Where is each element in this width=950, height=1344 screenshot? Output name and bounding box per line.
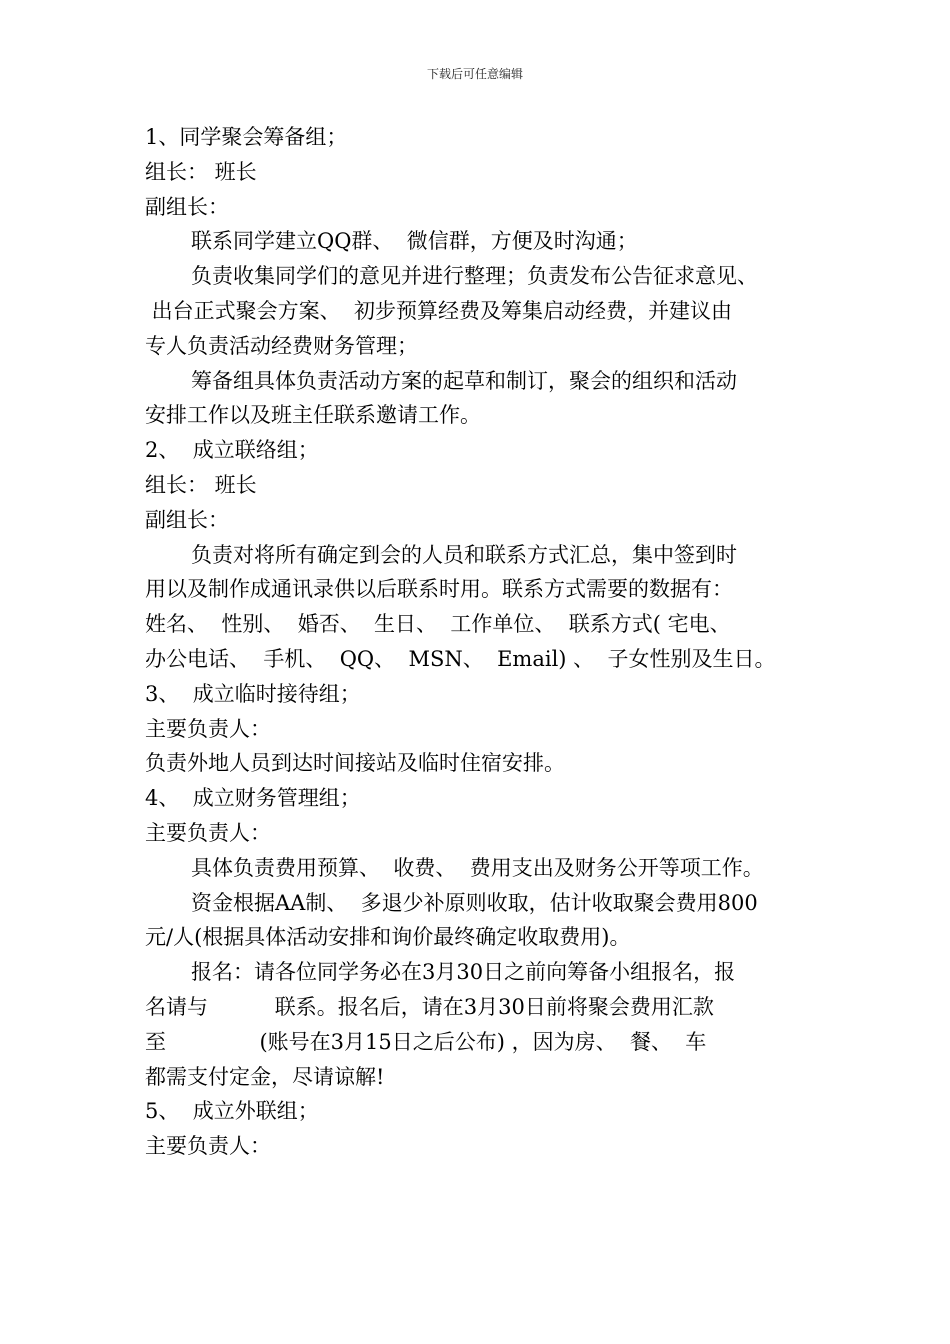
text-line: 主要负责人： bbox=[145, 820, 271, 845]
text-line: 组长： 班长 bbox=[145, 472, 257, 497]
text-line: 2、 成立联络组； bbox=[145, 438, 319, 463]
text-line: 负责收集同学们的意见并进行整理；负责发布公告征求意见、 bbox=[191, 264, 758, 289]
text-line: 3、 成立临时接待组； bbox=[145, 681, 361, 706]
text-line: 组长： 班长 bbox=[145, 159, 257, 184]
text-line: 主要负责人： bbox=[145, 716, 271, 741]
text-line: 副组长： bbox=[145, 194, 229, 219]
text-line: 副组长： bbox=[145, 507, 229, 532]
text-line: 办公电话、 手机、 QQ、 MSN、 Email) 、 子女性别及生日。 bbox=[145, 646, 776, 671]
text-line: 姓名、 性别、 婚否、 生日、 工作单位、 联系方式( 宅电、 bbox=[145, 612, 731, 637]
text-line: 主要负责人： bbox=[145, 1134, 271, 1159]
text-line: 报名：请各位同学务必在3月30日之前向筹备小组报名，报 bbox=[191, 960, 736, 985]
text-line: 出台正式聚会方案、 初步预算经费及筹集启动经费，并建议由 bbox=[145, 298, 733, 323]
text-line: 用以及制作成通讯录供以后联系时用。联系方式需要的数据有： bbox=[145, 577, 733, 602]
page-header: 下载后可任意编辑 bbox=[426, 67, 523, 81]
text-line: 负责外地人员到达时间接站及临时住宿安排。 bbox=[145, 751, 565, 776]
text-line: 联系同学建立QQ群、 微信群，方便及时沟通； bbox=[191, 229, 638, 254]
text-line: 安排工作以及班主任联系邀请工作。 bbox=[145, 403, 481, 428]
text-line: 5、 成立外联组； bbox=[145, 1099, 319, 1124]
text-line: 至 (账号在3月15日之后公布) ，因为房、 餐、 车 bbox=[145, 1029, 707, 1054]
text-line: 都需支付定金，尽请谅解! bbox=[145, 1064, 385, 1089]
text-line: 1、同学聚会筹备组； bbox=[145, 125, 348, 149]
text-line: 负责对将所有确定到会的人员和联系方式汇总，集中签到时 bbox=[191, 542, 737, 567]
text-line: 专人负责活动经费财务管理； bbox=[145, 333, 418, 358]
text-line: 4、 成立财务管理组； bbox=[145, 786, 361, 811]
text-line: 名请与 联系。报名后，请在3月30日前将聚会费用汇款 bbox=[145, 994, 714, 1019]
text-line: 具体负责费用预算、 收费、 费用支出及财务公开等项工作。 bbox=[191, 855, 764, 880]
text-line: 元/人(根据具体活动安排和询价最终确定收取费用)。 bbox=[145, 925, 631, 950]
text-line: 资金根据AA制、 多退少补原则收取，估计收取聚会费用800 bbox=[191, 890, 758, 915]
text-line: 筹备组具体负责活动方案的起草和制订，聚会的组织和活动 bbox=[191, 368, 737, 393]
document-body bbox=[145, 120, 810, 1164]
